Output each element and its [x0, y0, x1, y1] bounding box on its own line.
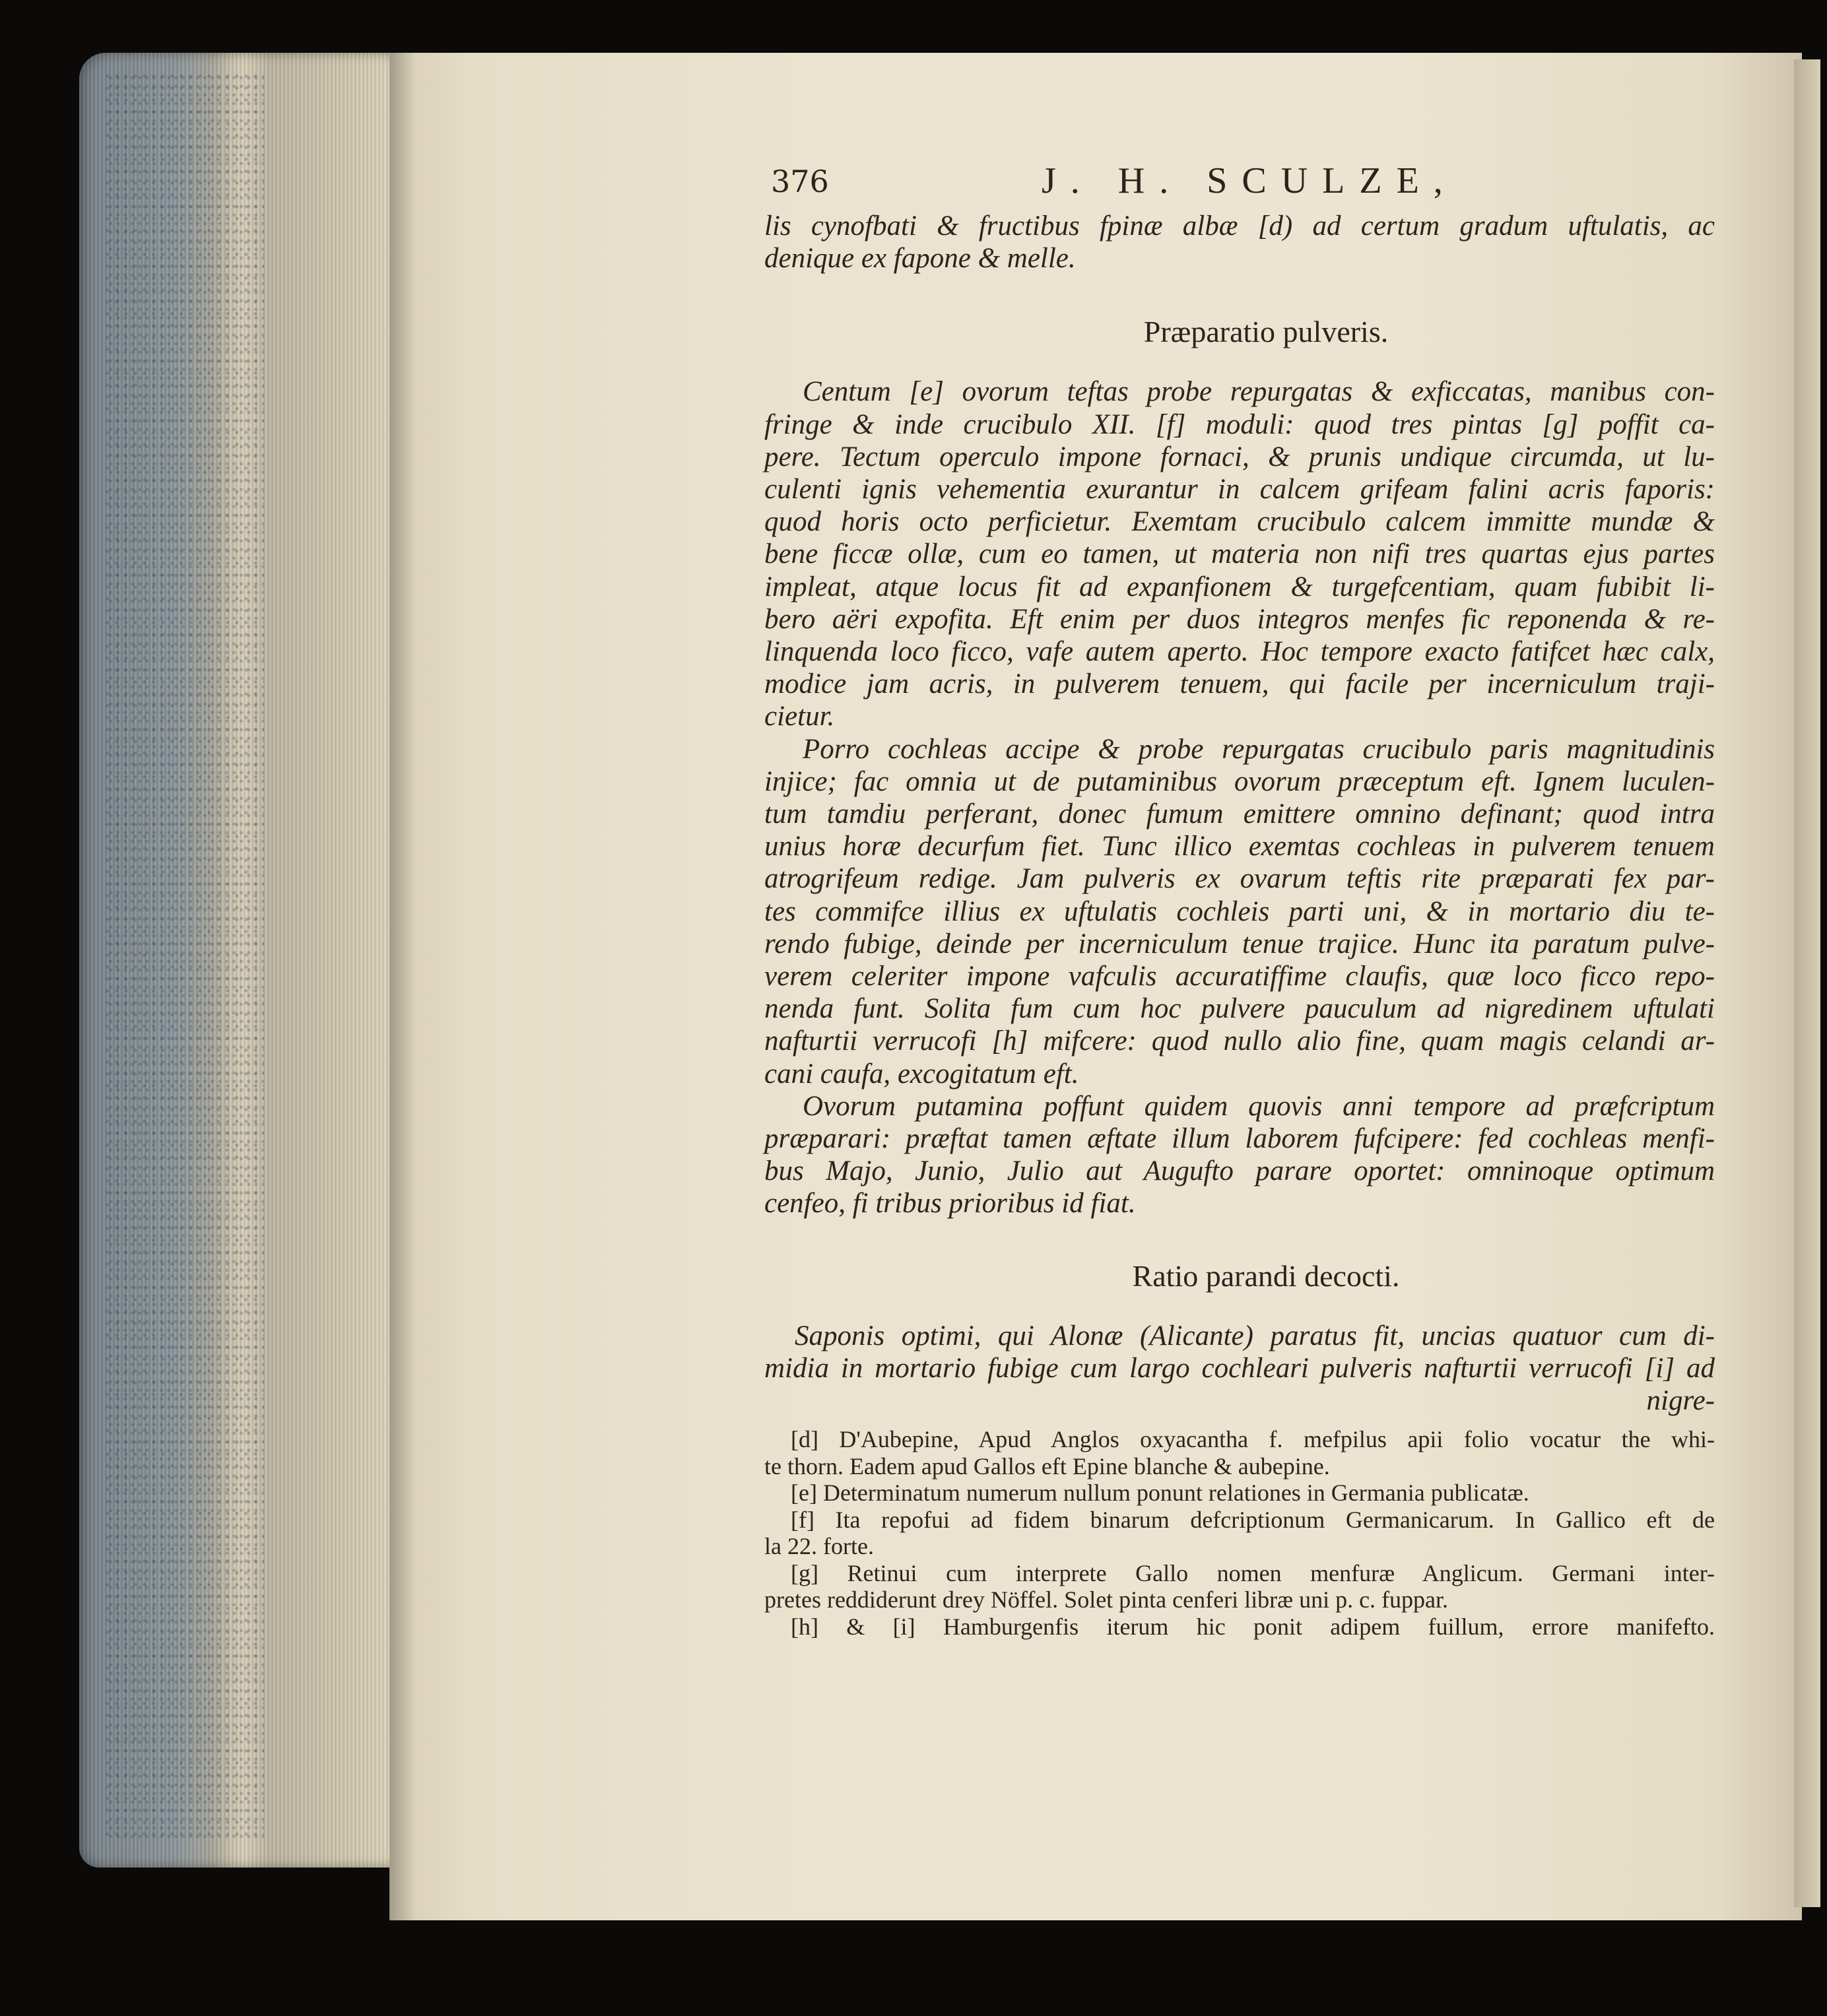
page-header — [764, 158, 1715, 211]
text-line: verem celeriter impone vafculis accuratiffime claufis, quæ loco ficco repo- — [764, 961, 1715, 992]
running-head: J. H. SCULZE, — [1042, 160, 1457, 201]
text-line: quod horis octo perficietur. Exemtam crucibulo calcem immitte mundæ & — [764, 506, 1715, 538]
text-line: culenti ignis vehementia exurantur in calcem grifeam falini acris faporis: — [764, 474, 1715, 505]
sprinkled-edge-texture — [106, 73, 264, 1841]
footnote-line: [e] Determinatum numerum nullum ponunt relationes in Germania publicatæ. — [791, 1479, 1529, 1507]
catchword: nigre- — [1646, 1385, 1715, 1417]
text-line: præparari: præftat tamen æftate illum laborem fufcipere: fed cochleas menfi- — [764, 1123, 1715, 1155]
text-line: tes commifce illius ex uftulatis cochleis parti uni, & in mortario diu te- — [764, 895, 1715, 927]
text-line: atrogrifeum redige. Jam pulveris ex ovarum teftis rite præparati fex par- — [764, 863, 1715, 895]
text-line: cietur. — [764, 701, 835, 732]
text-line: midia in mortario fubige cum largo cochleari pulveris nafturtii verrucofi [i] ad — [764, 1352, 1715, 1384]
footnote-line: pretes reddiderunt drey Nöffel. Solet pinta cenferi libræ uni p. c. fuppar. — [764, 1586, 1449, 1613]
text-line: rendo fubige, deinde per incerniculum tenue trajice. Hunc ita paratum pulve- — [764, 928, 1715, 959]
text-column — [764, 158, 1715, 1640]
text-line: Centum [e] ovorum teftas probe repurgatas & exficcatas, manibus con- — [803, 376, 1715, 408]
footnote-line: [h] & [i] Hamburgenfis iterum hic ponit adipem fuillum, errore manifefto. — [791, 1613, 1715, 1640]
section-heading: Præparatio pulveris. — [1143, 315, 1389, 349]
text-line: bus Majo, Junio, Julio aut Augufto parare oportet: omninoque optimum — [764, 1155, 1715, 1187]
facing-page-edge — [1794, 59, 1820, 1907]
gutter-shadow — [389, 53, 416, 1920]
intro-paragraph — [764, 210, 1715, 275]
text-line: denique ex fapone & melle. — [764, 243, 1076, 275]
page-number: 376 — [771, 164, 829, 199]
text-line: Ovorum putamina poffunt quidem quovis anni tempore ad præfcriptum — [803, 1090, 1715, 1122]
paragraph — [764, 1320, 1715, 1417]
text-line: unius horæ decurfum fiet. Tunc illico exemtas cochleas in pulverem tenuem — [764, 831, 1715, 862]
text-line: fringe & inde crucibulo XII. [f] moduli: quod tres pintas [g] poffit ca- — [764, 408, 1715, 440]
text-line: bero aëri expofita. Eft enim per duos integros menfes fic reponenda & re- — [764, 603, 1715, 635]
text-line: bene ficcæ ollæ, cum eo tamen, ut materia non nifi tres quartas ejus partes — [764, 538, 1715, 570]
footnotes — [764, 1426, 1715, 1640]
footnote-line: [g] Retinui cum interprete Gallo nomen menfuræ Anglicum. Germani inter- — [791, 1559, 1715, 1586]
text-line: injice; fac omnia ut de putaminibus ovorum præceptum eft. Ignem luculen- — [764, 765, 1715, 797]
paragraph — [764, 733, 1715, 1090]
text-line: impleat, atque locus fit ad expanfionem & turgefcentiam, quam fubibit li- — [764, 571, 1715, 602]
text-line: cani caufa, excogitatum eft. — [764, 1058, 1079, 1089]
footnote-line: la 22. forte. — [764, 1533, 874, 1560]
text-line: Porro cochleas accipe & probe repurgatas crucibulo paris magnitudinis — [803, 733, 1715, 765]
footnote-line: te thorn. Eadem apud Gallos eft Epine blanche & aubepine. — [764, 1452, 1330, 1479]
text-line: nenda funt. Solita fum cum hoc pulvere pauculum ad nigredinem uftulati — [764, 993, 1715, 1025]
footnote-line: [f] Ita repofui ad fidem binarum defcriptionum Germanicarum. In Gallico eft de — [791, 1506, 1715, 1533]
text-line: cenfeo, fi tribus prioribus id fiat. — [764, 1188, 1136, 1219]
section-heading: Ratio parandi decocti. — [1132, 1258, 1400, 1293]
text-line: pere. Tectum operculo impone fornaci, & prunis undique circumda, ut lu- — [764, 441, 1715, 472]
footnote-line: [d] D'Aubepine, Apud Anglos oxyacantha f. mefpilus apii folio vocatur the whi- — [791, 1426, 1715, 1453]
paragraph — [764, 1090, 1715, 1220]
paragraph — [764, 375, 1715, 732]
text-line: lis cynofbati & fructibus fpinæ albæ [d) ad certum gradum uftulatis, ac — [764, 211, 1715, 242]
text-line: nafturtii verrucofi [h] mifcere: quod nullo alio fine, quam magis celandi ar- — [764, 1025, 1715, 1057]
text-line: tum tamdiu perferant, donec fumum emittere omnino definant; quod intra — [764, 798, 1715, 830]
text-line: modice jam acris, in pulverem tenuem, qui facile per incerniculum traji- — [764, 668, 1715, 700]
text-line: linquenda loco ficco, vafe autem aperto. Hoc tempore exacto fatifcet hæc calx, — [764, 636, 1715, 668]
text-line: Saponis optimi, qui Alonæ (Alicante) paratus fit, uncias quatuor cum di- — [795, 1320, 1715, 1351]
